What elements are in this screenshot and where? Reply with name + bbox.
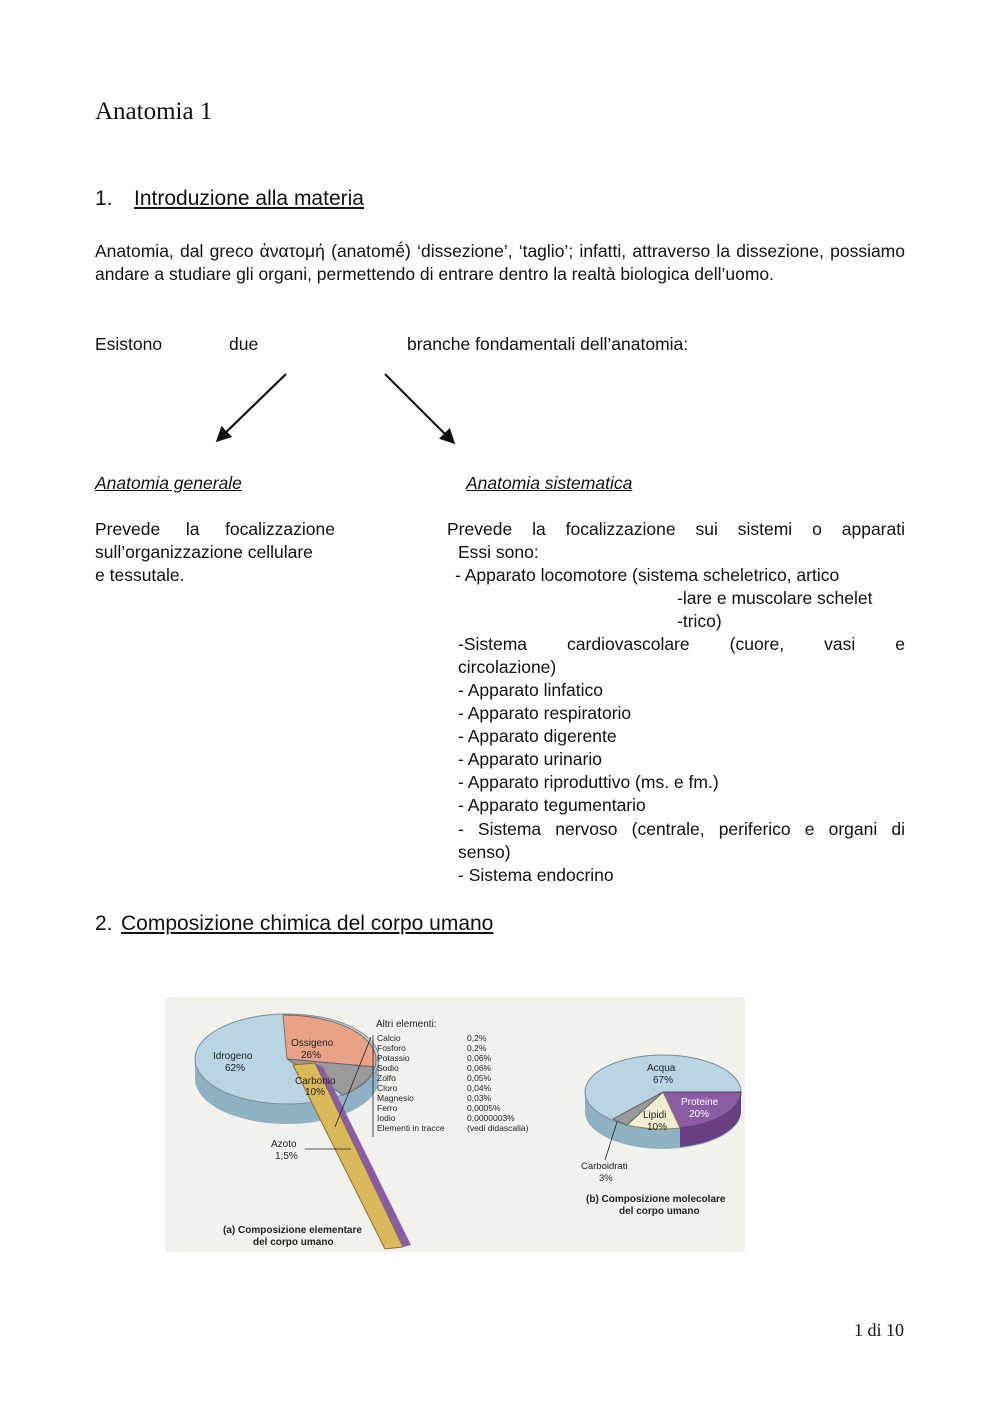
caption-b-line-1: (b) Composizione molecolare — [586, 1194, 726, 1205]
label-azoto-pct: 1,5% — [275, 1151, 298, 1162]
item-cardio-line-2: circolazione) — [458, 657, 557, 677]
sistematica-line-2: Essi sono: — [458, 542, 539, 562]
caption-a-line-1: (a) Composizione elementare — [223, 1225, 362, 1236]
section-2-number: 2. — [95, 912, 113, 935]
altri-row-value: 0,06% — [467, 1063, 492, 1073]
branch-arrows — [0, 0, 1000, 460]
branches-word-1: Esistono — [95, 334, 163, 354]
item-digerente: - Apparato digerente — [458, 726, 617, 746]
label-proteine: Proteine — [681, 1097, 719, 1108]
page-number: 1 di 10 — [853, 1320, 904, 1340]
altri-row-value: 0,04% — [467, 1083, 492, 1093]
composition-figure — [165, 997, 745, 1252]
label-lipidi: Lipidi — [643, 1110, 667, 1121]
intro-paragraph: Anatomia, dal greco ἀνατομή (anatomḗ) ‘dissezione’, ‘taglio’; infatti, attraverso la dissezione, possiamo andare a studiare gli organi, permettendo di entrare dentro la realtà biologica dell’uomo. — [95, 241, 905, 284]
anatomia-sistematica-heading: Anatomia sistematica — [466, 473, 633, 493]
sistematica-line-1: Prevede la focalizzazione sui sistemi o apparati — [447, 519, 905, 539]
item-locomotore-cont-1: -lare e muscolare schelet — [677, 588, 873, 608]
item-cardio-line-1: -Sistema cardiovascolare (cuore, vasi e — [458, 634, 905, 654]
label-carboidrati: Carboidrati — [581, 1161, 628, 1172]
label-idrogeno-pct: 62% — [225, 1063, 246, 1074]
item-endocrino: - Sistema endocrino — [458, 865, 614, 885]
item-respiratorio: - Apparato respiratorio — [458, 703, 632, 723]
label-carbonio: Carbonio — [295, 1076, 336, 1087]
caption-b-line-2: del corpo umano — [619, 1206, 700, 1217]
section-2-heading: Composizione chimica del corpo umano — [121, 912, 494, 935]
label-idrogeno: Idrogeno — [213, 1051, 253, 1062]
label-acqua-pct: 67% — [653, 1075, 674, 1086]
altri-row-name: Ferro — [377, 1103, 398, 1113]
generale-line-2: sull’organizzazione cellulare — [95, 542, 313, 562]
altri-row-value: 0,05% — [467, 1073, 492, 1083]
label-azoto: Azoto — [271, 1139, 297, 1150]
arrow-left — [218, 374, 286, 440]
label-carboidrati-pct: 3% — [599, 1173, 613, 1184]
altri-row-name: Iodio — [377, 1113, 396, 1123]
item-urinario: - Apparato urinario — [458, 749, 602, 769]
label-acqua: Acqua — [647, 1063, 676, 1074]
label-ossigeno-pct: 26% — [301, 1050, 322, 1061]
altri-row-name: Magnesio — [377, 1093, 414, 1103]
altri-row-name: Sodio — [377, 1063, 399, 1073]
label-ossigeno: Ossigeno — [291, 1038, 334, 1049]
item-locomotore: - Apparato locomotore (sistema scheletrico, artico — [455, 565, 840, 585]
label-carbonio-pct: 10% — [305, 1087, 326, 1098]
altri-row-name: Calcio — [377, 1033, 401, 1043]
item-nervoso-line-2: senso) — [458, 842, 511, 862]
altri-row-value: (vedi didascalia) — [467, 1123, 529, 1133]
arrow-right — [385, 374, 453, 442]
altri-header: Altri elementi: — [376, 1019, 437, 1030]
label-lipidi-pct: 10% — [647, 1122, 668, 1133]
altri-row-value: 0,2% — [467, 1033, 487, 1043]
item-locomotore-cont-2: -trico) — [677, 611, 722, 631]
altri-row-name: Fosforo — [377, 1043, 406, 1053]
section-1-heading: Introduzione alla materia — [134, 187, 364, 210]
anatomia-generale-heading: Anatomia generale — [95, 473, 242, 493]
generale-line-1: Prevede la focalizzazione — [95, 519, 335, 539]
branches-word-3: branche fondamentali dell’anatomia: — [407, 334, 689, 354]
document-title: Anatomia 1 — [95, 98, 213, 125]
altri-row-name: Zolfo — [377, 1073, 396, 1083]
generale-line-3: e tessutale. — [95, 565, 185, 585]
item-linfatico: - Apparato linfatico — [458, 680, 603, 700]
altri-row-value: 0,0000003% — [467, 1113, 515, 1123]
altri-row-value: 0,03% — [467, 1093, 492, 1103]
label-proteine-pct: 20% — [689, 1109, 710, 1120]
item-tegumentario: - Apparato tegumentario — [458, 795, 646, 815]
section-1-number: 1. — [95, 187, 113, 210]
altri-row-value: 0,2% — [467, 1043, 487, 1053]
caption-a-line-2: del corpo umano — [253, 1237, 334, 1248]
altri-row-name: Elementi in tracce — [377, 1123, 445, 1133]
altri-row-value: 0,06% — [467, 1053, 492, 1063]
item-riproduttivo: - Apparato riproduttivo (ms. e fm.) — [458, 772, 719, 792]
branches-word-2: due — [229, 334, 259, 354]
item-nervoso-line-1: - Sistema nervoso (centrale, periferico e organi di — [458, 819, 905, 839]
altri-row-value: 0,0005% — [467, 1103, 501, 1113]
altri-row-name: Cloro — [377, 1083, 398, 1093]
altri-row-name: Potassio — [377, 1053, 410, 1063]
